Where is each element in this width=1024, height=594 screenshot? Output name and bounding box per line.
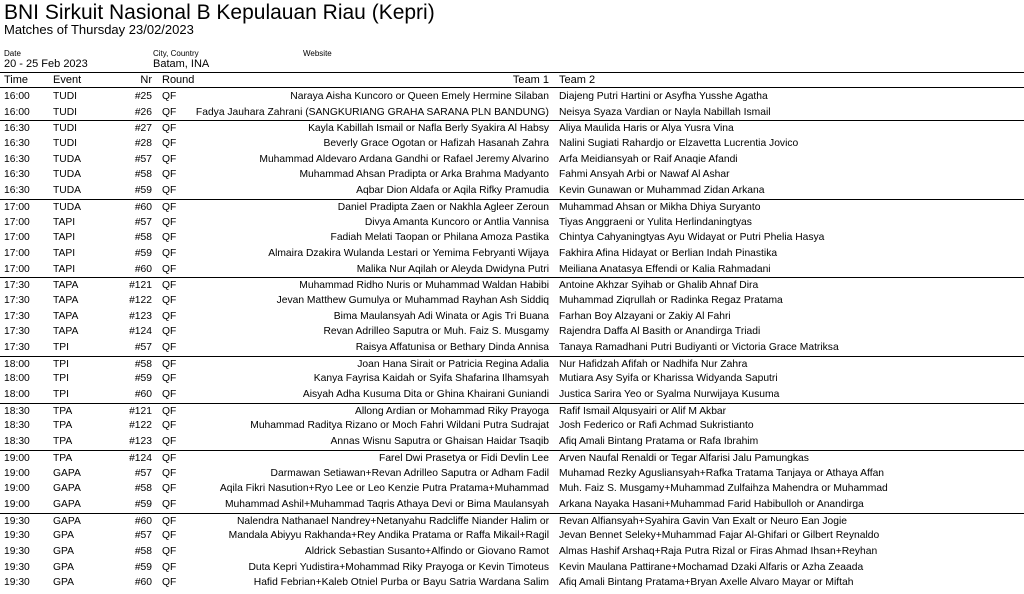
match-time: 17:30: [4, 326, 30, 338]
match-number: #60: [134, 577, 152, 589]
match-event: TPA: [53, 452, 73, 464]
match-row: [0, 277, 1024, 293]
match-row: [0, 387, 1024, 403]
match-row: [0, 418, 1024, 434]
match-event: TUDI: [53, 138, 78, 150]
match-round: QF: [162, 138, 177, 150]
match-team2: Kevin Maulana Pattirane+Mochamad Dzaki Alfaris or Azha Zeaada: [559, 561, 864, 573]
match-number: #59: [134, 247, 152, 259]
match-event: TUDA: [53, 185, 82, 197]
match-event: TUDI: [53, 106, 78, 118]
match-round: QF: [162, 106, 177, 118]
match-time: 19:00: [4, 452, 30, 464]
match-team2: Afiq Amali Bintang Pratama or Rafa Ibrahim: [559, 436, 759, 448]
match-team2: Arkana Nayaka Hasani+Muhammad Farid Habibulloh or Anandirga: [559, 498, 864, 510]
match-time: 16:30: [4, 185, 30, 197]
match-row: [0, 450, 1024, 466]
match-round: QF: [162, 515, 177, 527]
match-number: #121: [129, 280, 152, 292]
match-time: 19:00: [4, 498, 30, 510]
match-event: TAPA: [53, 310, 79, 322]
match-team1: Joan Hana Sirait or Patricia Regina Adalia: [357, 358, 549, 370]
match-number: #58: [134, 232, 152, 244]
match-round: QF: [162, 232, 177, 244]
match-number: #57: [134, 153, 152, 165]
match-round: QF: [162, 577, 177, 589]
match-number: #58: [134, 358, 152, 370]
match-event: GAPA: [53, 483, 81, 495]
city-label: City, Country: [153, 49, 199, 58]
header-bottom-rule: [0, 87, 1024, 88]
match-row: [0, 152, 1024, 168]
match-event: TAPI: [53, 216, 76, 228]
match-team1: Kayla Kabillah Ismail or Nafla Berly Syakira Al Habsy: [308, 123, 549, 135]
match-time: 17:00: [4, 232, 30, 244]
match-number: #58: [134, 545, 152, 557]
match-team1: Muhammad Ahsan Pradipta or Arka Brahma Madyanto: [299, 169, 549, 181]
match-number: #26: [134, 106, 152, 118]
match-time: 18:00: [4, 358, 30, 370]
match-number: #59: [134, 185, 152, 197]
match-time: 16:30: [4, 123, 30, 135]
match-team1: Aqila Fikri Nasution+Ryo Lee or Leo Kenzie Putra Pratama+Muhammad: [219, 483, 549, 495]
match-team2: Nur Hafidzah Afifah or Nadhifa Nur Zahra: [559, 358, 748, 370]
match-team1: Revan Adrilleo Saputra or Muh. Faiz S. Musgamy: [323, 326, 549, 338]
match-time: 17:30: [4, 310, 30, 322]
match-event: TUDA: [53, 169, 82, 181]
match-row: [0, 246, 1024, 262]
match-event: TUDI: [53, 91, 78, 102]
match-round: QF: [162, 483, 177, 495]
match-team2: Muhammad Ahsan or Mikha Dhiya Suryanto: [559, 201, 761, 213]
match-team2: Nalini Sugiati Rahardjo or Elzavetta Lucrentia Jovico: [559, 138, 799, 150]
match-number: #58: [134, 169, 152, 181]
match-row: [0, 544, 1024, 560]
match-number: #123: [129, 436, 152, 448]
match-row: [0, 324, 1024, 340]
match-number: #123: [129, 310, 152, 322]
match-team2: Justica Sarira Yeo or Syalma Nurwijaya Kusuma: [559, 389, 780, 401]
city-value: Batam, INA: [153, 58, 210, 70]
match-time: 18:30: [4, 420, 30, 432]
match-time: 17:00: [4, 201, 30, 213]
match-row: [0, 215, 1024, 231]
match-event: TPI: [53, 373, 70, 385]
match-round: QF: [162, 545, 177, 557]
match-event: TPA: [53, 420, 73, 432]
match-event: GPA: [53, 577, 74, 589]
match-event: TAPA: [53, 294, 79, 306]
match-team2: Arven Naufal Renaldi or Tegar Alfarisi Jalu Pamungkas: [559, 452, 809, 464]
match-number: #60: [134, 515, 152, 527]
match-team2: Arfa Meidiansyah or Raif Anaqie Afandi: [559, 153, 738, 165]
match-round: QF: [162, 310, 177, 322]
match-row: [0, 105, 1024, 121]
match-row: [0, 403, 1024, 419]
match-round: QF: [162, 358, 177, 370]
match-team1: Muhammad Ridho Nuris or Muhammad Waldan Habibi: [299, 280, 549, 292]
match-round: QF: [162, 530, 177, 542]
match-team2: Chintya Cahyaningtyas Ayu Widayat or Putri Phelia Hasya: [559, 232, 825, 244]
match-row: [0, 560, 1024, 576]
match-team2: Aliya Maulida Haris or Alya Yusra Vina: [559, 123, 734, 135]
match-team1: Bima Maulansyah Adi Winata or Agis Tri Buana: [333, 310, 549, 322]
match-row: [0, 183, 1024, 199]
match-team2: Jevan Bennet Seleky+Muhammad Fajar Al-Ghifari or Gilbert Reynaldo: [559, 530, 880, 542]
match-round: QF: [162, 153, 177, 165]
match-team1: Fadiah Melati Taopan or Philana Amoza Pastika: [330, 232, 549, 244]
match-team1: Beverly Grace Ogotan or Hafizah Hasanah Zahra: [323, 138, 549, 150]
match-team2: Fakhira Afina Hidayat or Berlian Indah Pinastika: [559, 247, 778, 259]
match-row: [0, 199, 1024, 215]
match-row: [0, 371, 1024, 387]
match-team1: Duta Kepri Yudistira+Mohammad Riky Prayoga or Kevin Timoteus: [248, 561, 549, 573]
date-value: 20 - 25 Feb 2023: [4, 58, 88, 70]
match-team1: Darmawan Setiawan+Revan Adrilleo Saputra or Adham Fadil: [270, 467, 549, 479]
match-round: QF: [162, 436, 177, 448]
match-event: TAPI: [53, 232, 76, 244]
page-title: BNI Sirkuit Nasional B Kepulauan Riau (Kepri): [4, 1, 435, 24]
match-team1: Divya Amanta Kuncoro or Antlia Vannisa: [364, 216, 549, 228]
match-number: #124: [129, 452, 152, 464]
match-round: QF: [162, 561, 177, 573]
match-team1: Annas Wisnu Saputra or Ghaisan Haidar Tsaqib: [330, 436, 549, 448]
match-event: GPA: [53, 530, 74, 542]
match-row: [0, 89, 1024, 105]
match-team2: Rajendra Daffa Al Basith or Anandirga Triadi: [559, 326, 761, 338]
match-number: #57: [134, 530, 152, 542]
match-event: TUDA: [53, 153, 82, 165]
match-team1: Daniel Pradipta Zaen or Nakhla Agleer Zeroun: [337, 201, 549, 213]
match-number: #60: [134, 263, 152, 275]
match-round: QF: [162, 326, 177, 338]
match-time: 17:00: [4, 263, 30, 275]
match-number: #59: [134, 561, 152, 573]
match-event: TAPI: [53, 247, 76, 259]
match-team1: Muhammad Aldevaro Ardana Gandhi or Rafael Jeremy Alvarino: [259, 153, 549, 165]
match-team2: Muhammad Ziqrullah or Radinka Regaz Pratama: [559, 294, 783, 306]
match-row: [0, 309, 1024, 325]
match-event: TPA: [53, 405, 73, 417]
match-team2: Muhamad Rezky Agusliansyah+Rafka Tratama Tanjaya or Athaya Affan: [559, 467, 885, 479]
match-team2: Kevin Gunawan or Muhammad Zidan Arkana: [559, 185, 765, 197]
match-time: 19:00: [4, 483, 30, 495]
match-number: #122: [129, 420, 152, 432]
match-team2: Tanaya Ramadhani Putri Budiyanti or Victoria Grace Matriksa: [559, 342, 839, 353]
match-team2: Farhan Boy Alzayani or Zakiy Al Fahri: [559, 310, 731, 322]
match-round: QF: [162, 373, 177, 385]
match-event: TAPA: [53, 326, 79, 338]
match-row: [0, 481, 1024, 497]
match-round: QF: [162, 420, 177, 432]
match-team1: Allong Ardian or Mohammad Riky Prayoga: [354, 405, 549, 417]
match-time: 17:00: [4, 216, 30, 228]
match-team2: Afiq Amali Bintang Pratama+Bryan Axelle Alvaro Mayar or Miftah: [559, 577, 854, 589]
match-round: QF: [162, 452, 177, 464]
match-event: TPI: [53, 389, 70, 401]
match-team2: Antoine Akhzar Syihab or Ghalib Ahnaf Dira: [559, 280, 759, 292]
match-time: 18:30: [4, 405, 30, 417]
col-team1-header: Team 1: [512, 74, 549, 86]
match-time: 16:30: [4, 169, 30, 181]
match-team2: Revan Alfiansyah+Syahira Gavin Van Exalt or Neuro Ean Jogie: [559, 515, 848, 527]
match-round: QF: [162, 498, 177, 510]
match-round: QF: [162, 185, 177, 197]
match-team2: Josh Federico or Rafi Achmad Sukristianto: [559, 420, 754, 432]
col-time-header: Time: [4, 74, 29, 86]
match-team1: Aldrick Sebastian Susanto+Alfindo or Giovano Ramot: [304, 545, 549, 557]
match-round: QF: [162, 201, 177, 213]
match-round: QF: [162, 169, 177, 181]
match-team1: Kanya Fayrisa Kaidah or Syifa Shafarina Ilhamsyah: [313, 373, 549, 385]
match-number: #60: [134, 389, 152, 401]
match-row: [0, 340, 1024, 356]
match-round: QF: [162, 389, 177, 401]
match-team1: Muhammad Ashil+Muhammad Taqris Athaya Devi or Bima Maulansyah: [224, 498, 549, 510]
website-label: Website: [303, 49, 332, 58]
match-number: #25: [134, 91, 152, 102]
column-header-row: [0, 73, 1024, 87]
match-row: [0, 120, 1024, 136]
match-time: 18:00: [4, 373, 30, 385]
match-row: [0, 466, 1024, 482]
match-time: 16:30: [4, 153, 30, 165]
match-event: GPA: [53, 561, 74, 573]
match-round: QF: [162, 263, 177, 275]
match-round: QF: [162, 280, 177, 292]
match-team1: Raisya Affatunisa or Bethary Dinda Annisa: [355, 342, 549, 353]
match-time: 19:30: [4, 515, 30, 527]
match-number: #57: [134, 216, 152, 228]
match-team1: Jevan Matthew Gumulya or Muhammad Rayhan Ash Siddiq: [276, 294, 549, 306]
match-round: QF: [162, 216, 177, 228]
match-row: [0, 434, 1024, 450]
match-time: 19:30: [4, 545, 30, 557]
match-time: 18:30: [4, 436, 30, 448]
match-round: QF: [162, 294, 177, 306]
match-number: #122: [129, 294, 152, 306]
match-number: #124: [129, 326, 152, 338]
match-round: QF: [162, 91, 177, 102]
match-number: #59: [134, 373, 152, 385]
match-time: 19:00: [4, 467, 30, 479]
match-time: 17:00: [4, 247, 30, 259]
match-row: [0, 528, 1024, 544]
match-round: QF: [162, 342, 177, 353]
match-team1: Malika Nur Aqilah or Aleyda Dwidyna Putri: [356, 263, 549, 275]
match-row: [0, 356, 1024, 372]
match-team1: Fadya Jauhara Zahrani (SANGKURIANG GRAHA SARANA PLN BANDUNG): [195, 106, 549, 118]
match-team2: Muh. Faiz S. Musgamy+Muhammad Zulfaihza Mahendra or Muhammad: [559, 483, 888, 495]
match-number: #58: [134, 483, 152, 495]
match-time: 17:30: [4, 280, 30, 292]
match-time: 19:30: [4, 561, 30, 573]
match-team1: Aisyah Adha Kusuma Dita or Ghina Khairani Guniandi: [302, 389, 549, 401]
match-event: TUDA: [53, 201, 82, 213]
match-event: GAPA: [53, 515, 81, 527]
match-number: #57: [134, 342, 152, 353]
match-event: GAPA: [53, 498, 81, 510]
match-team2: Rafif Ismail Alqusyairi or Alif M Akbar: [559, 405, 727, 417]
match-team1: Nalendra Nathanael Nandrey+Netanyahu Radcliffe Niander Halim or: [236, 515, 549, 527]
match-number: #59: [134, 498, 152, 510]
match-round: QF: [162, 123, 177, 135]
match-team2: Tiyas Anggraeni or Yulita Herlindaningtyas: [559, 216, 752, 228]
match-row: [0, 497, 1024, 513]
match-team1: Mandala Abiyyu Rakhanda+Rey Andika Pratama or Raffa Mikail+Ragil: [228, 530, 549, 542]
match-event: TAPI: [53, 263, 76, 275]
match-number: #60: [134, 201, 152, 213]
match-team2: Neisya Syaza Vardian or Nayla Nabillah Ismail: [559, 106, 771, 118]
match-time: 18:00: [4, 389, 30, 401]
match-number: #57: [134, 467, 152, 479]
match-team1: Muhammad Raditya Rizano or Moch Fahri Wildani Putra Sudrajat: [250, 420, 549, 432]
match-event: TAPA: [53, 280, 79, 292]
match-time: 16:00: [4, 91, 30, 102]
match-event: GAPA: [53, 467, 81, 479]
match-time: 16:00: [4, 106, 30, 118]
match-event: TPI: [53, 358, 70, 370]
match-time: 17:30: [4, 294, 30, 306]
match-team2: Fahmi Ansyah Arbi or Nawaf Al Ashar: [559, 169, 730, 181]
col-round-header: Round: [162, 74, 195, 86]
match-number: #121: [129, 405, 152, 417]
match-time: 19:30: [4, 530, 30, 542]
match-team1: Hafid Febrian+Kaleb Otniel Purba or Bayu Satria Wardana Salim: [253, 577, 549, 589]
col-team2-header: Team 2: [559, 74, 596, 86]
match-number: #27: [134, 123, 152, 135]
page-subtitle: Matches of Thursday 23/02/2023: [4, 22, 194, 37]
col-event-header: Event: [53, 74, 82, 86]
match-time: 17:30: [4, 342, 30, 353]
match-team2: Almas Hashif Arshaq+Raja Putra Rizal or Firas Ahmad Ihsan+Reyhan: [559, 545, 878, 557]
match-round: QF: [162, 247, 177, 259]
match-row: [0, 262, 1024, 278]
match-round: QF: [162, 405, 177, 417]
match-row: [0, 513, 1024, 529]
match-team1: Naraya Aisha Kuncoro or Queen Emely Hermine Silaban: [290, 91, 549, 102]
match-team1: Aqbar Dion Aldafa or Aqila Rifky Pramudia: [356, 185, 549, 197]
match-team1: Almaira Dzakira Wulanda Lestari or Yemima Febryanti Wijaya: [268, 247, 549, 259]
match-team1: Farel Dwi Prasetya or Fidi Devlin Lee: [379, 452, 549, 464]
match-event: GPA: [53, 545, 74, 557]
match-row: [0, 167, 1024, 183]
match-event: TPA: [53, 436, 73, 448]
match-row: [0, 230, 1024, 246]
match-event: TUDI: [53, 123, 78, 135]
col-nr-header: Nr: [140, 74, 152, 86]
match-team2: Diajeng Putri Hartini or Asyfha Yusshe Agatha: [559, 91, 768, 102]
match-team2: Mutiara Asy Syifa or Kharissa Widyanda Saputri: [559, 373, 778, 385]
match-event: TPI: [53, 342, 70, 353]
match-row: [0, 293, 1024, 309]
match-row: [0, 575, 1024, 591]
match-time: 19:30: [4, 577, 30, 589]
match-round: QF: [162, 467, 177, 479]
match-team2: Meiliana Anatasya Effendi or Kalia Rahmadani: [559, 263, 771, 275]
match-list: [0, 89, 1024, 591]
match-number: #28: [134, 138, 152, 150]
match-row: [0, 136, 1024, 152]
date-label: Date: [4, 49, 21, 58]
match-time: 16:30: [4, 138, 30, 150]
